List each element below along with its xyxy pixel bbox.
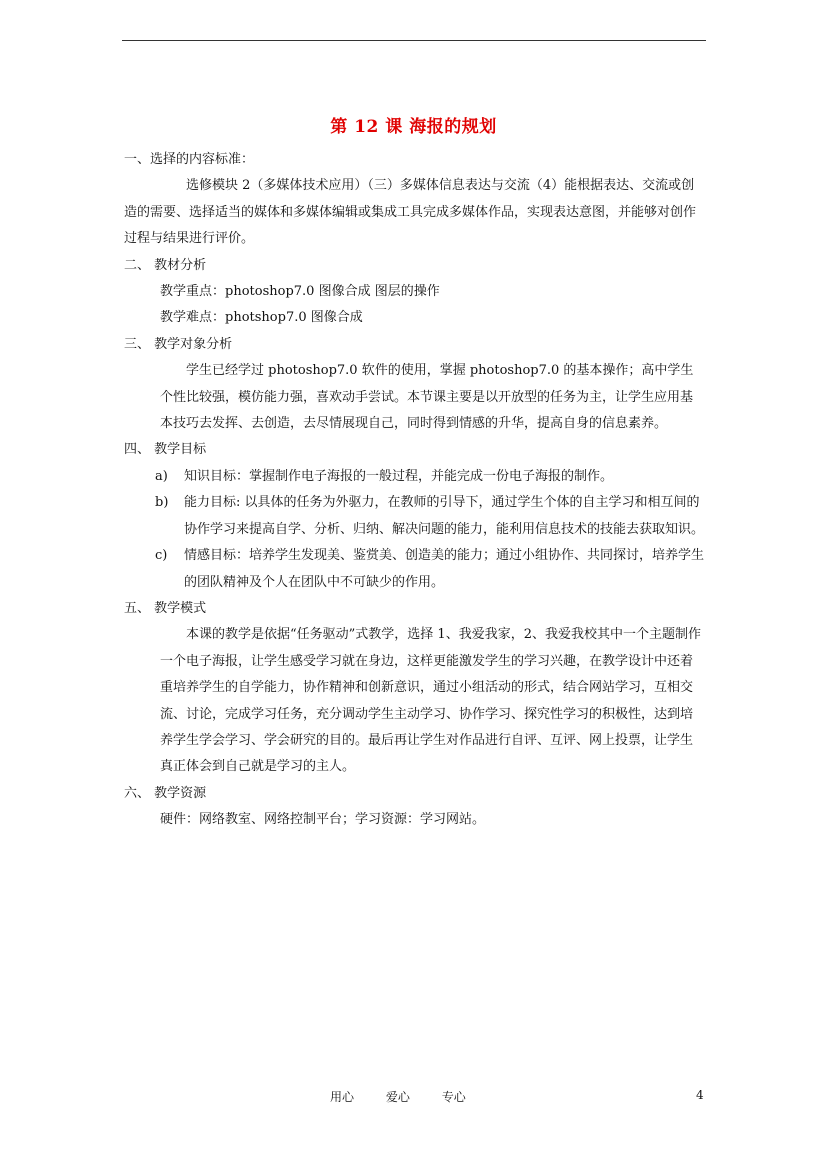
difficult-point: 教学难点：photshop7.0 图像合成 — [160, 310, 363, 326]
section-6-heading: 六、 教学资源 — [124, 785, 207, 801]
section-3-heading: 三、 教学对象分析 — [124, 336, 233, 352]
section-1-heading: 一、选择的内容标准： — [124, 152, 255, 167]
section-2-heading: 二、 教材分析 — [124, 257, 207, 273]
footer-slogan: 专心 — [441, 1090, 466, 1104]
list-item — [124, 490, 704, 543]
key-point: 教学重点：photoshop7.0 图像合成 图层的操作 — [160, 284, 440, 300]
section-3-paragraph: 学生已经学过 photoshop7.0 软件的使用，掌握 photoshop7.0 的基本操作；高中学生个性比较强，模仿能力强，喜欢动手尝试。本节课主要是以开放型的任务为主，让学生应用基本技巧去发挥、去创造，去尽情展现自己，同时得到情感的升华，提高自身的信息素养。 — [160, 363, 694, 432]
section-1-paragraph: 选修模块 2（多媒体技术应用）（三）多媒体信息表达与交流（4）能根据表达、交流或创造的需要、选择适当的媒体和多媒体编辑或集成工具完成多媒体作品，实现表达意图，并能够对创作过程与结果进行评价。 — [124, 178, 697, 247]
page-number: 4 — [696, 1088, 704, 1102]
list-item-text: 情感目标：培养学生发现美、鉴赏美、创造美的能力；通过小组协作、共同探讨，培养学生的团队精神及个人在团队中不可缺少的作用。 — [184, 548, 705, 590]
footer-slogan: 用心 — [330, 1090, 355, 1104]
document-body — [124, 147, 704, 834]
footer-slogans — [330, 1088, 494, 1105]
list-item-text: 知识目标：掌握制作电子海报的一般过程，并能完成一份电子海报的制作。 — [184, 468, 614, 484]
document-title: 第 12 课 海报的规划 — [330, 117, 497, 137]
list-item-text: 能力目标: 以具体的任务为外驱力，在教师的引导下，通过学生个体的自主学习和相互间的协作学习来提高自学、分析、归纳、解决问题的能力，能利用信息技术的技能去获取知识。 — [184, 495, 705, 537]
list-marker: a) — [155, 468, 168, 484]
section-6-text: 硬件：网络教室、网络控制平台；学习资源：学习网站。 — [160, 812, 486, 828]
footer-slogan: 爱心 — [385, 1090, 410, 1104]
header-rule — [122, 40, 706, 41]
list-item — [124, 464, 704, 490]
list-marker: c) — [155, 548, 168, 564]
list-marker: b) — [155, 495, 169, 511]
section-4-heading: 四、 教学目标 — [124, 442, 207, 458]
section-5-paragraph: 本课的教学是依据“任务驱动”式教学，选择 1、我爱我家，2、我爱我校其中一个主题制作一个电子海报，让学生感受学习就在身边，这样更能激发学生的学习兴趣，在教学设计中还着重培养学生的自学能力，协作精神和创新意识，通过小组活动的形式，结合网站学习，互相交流、讨论，完成学习任务，充分调动学生主动学习、协作学习、探究性学习的积极性，达到培养学生学会学习、学会研究的目的。最后再让学生对作品进行自评、互评、网上投票，让学生真正体会到自己就是学习的主人。 — [160, 627, 701, 775]
list-item — [124, 543, 704, 596]
section-5-heading: 五、 教学模式 — [124, 600, 207, 616]
